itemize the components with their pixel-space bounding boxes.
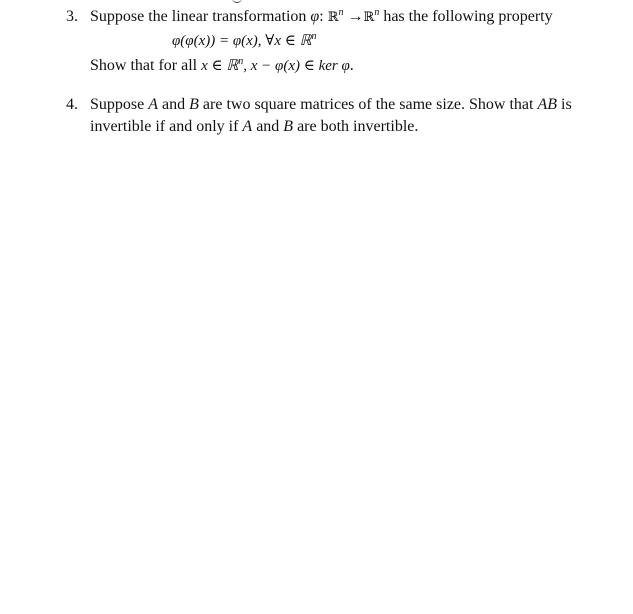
- problem-4-text: are two square matrices of the same size. Show that: [202, 96, 534, 113]
- period: .: [349, 57, 354, 74]
- problem-number: 3.: [66, 8, 78, 25]
- phi-symbol: φ: [310, 8, 320, 25]
- real-space-symbol: ℝ: [327, 10, 339, 25]
- problem-3-text: has the following property: [383, 8, 553, 25]
- matrix-symbol: B: [189, 96, 199, 113]
- problem-4-text: Suppose: [90, 96, 145, 113]
- problem-number: 4.: [66, 96, 78, 113]
- problem-3-text: Show that for all: [90, 57, 198, 74]
- problem-4-line-1: [90, 94, 572, 116]
- problem-3-line-3: [90, 55, 354, 77]
- matrix-product: AB: [537, 96, 558, 113]
- problem-4-line-2: [90, 116, 418, 138]
- exponent: n: [338, 7, 344, 18]
- problem-4-text: are both invertible.: [297, 118, 419, 135]
- problem-4-text: invertible if and only if: [90, 118, 239, 135]
- arrow-symbol: →: [347, 8, 364, 25]
- exponent: n: [311, 31, 317, 42]
- problem-4-text: is: [561, 96, 572, 113]
- equation-text: φ(φ(x)) = φ(x), ∀x ∈ ℝ: [172, 33, 312, 49]
- matrix-symbol: A: [242, 118, 253, 135]
- real-space-symbol: ℝ: [363, 10, 375, 25]
- cropped-previous-content: [0, 0, 633, 3]
- problem-3-line-1: [90, 6, 553, 29]
- math-expression: x ∈ ℝ: [201, 58, 239, 74]
- problem-3-text: Suppose the linear transformation: [90, 8, 307, 25]
- exponent: n: [238, 56, 244, 67]
- exponent: n: [374, 7, 380, 18]
- cropped-glyph: [232, 0, 242, 3]
- problem-4-text: and: [256, 118, 280, 135]
- problem-4-text: and: [162, 96, 186, 113]
- matrix-symbol: B: [283, 118, 294, 135]
- colon: :: [319, 8, 324, 25]
- matrix-symbol: A: [148, 96, 159, 113]
- property-equation: [172, 30, 317, 52]
- math-expression: , x − φ(x) ∈ ker φ: [243, 58, 350, 74]
